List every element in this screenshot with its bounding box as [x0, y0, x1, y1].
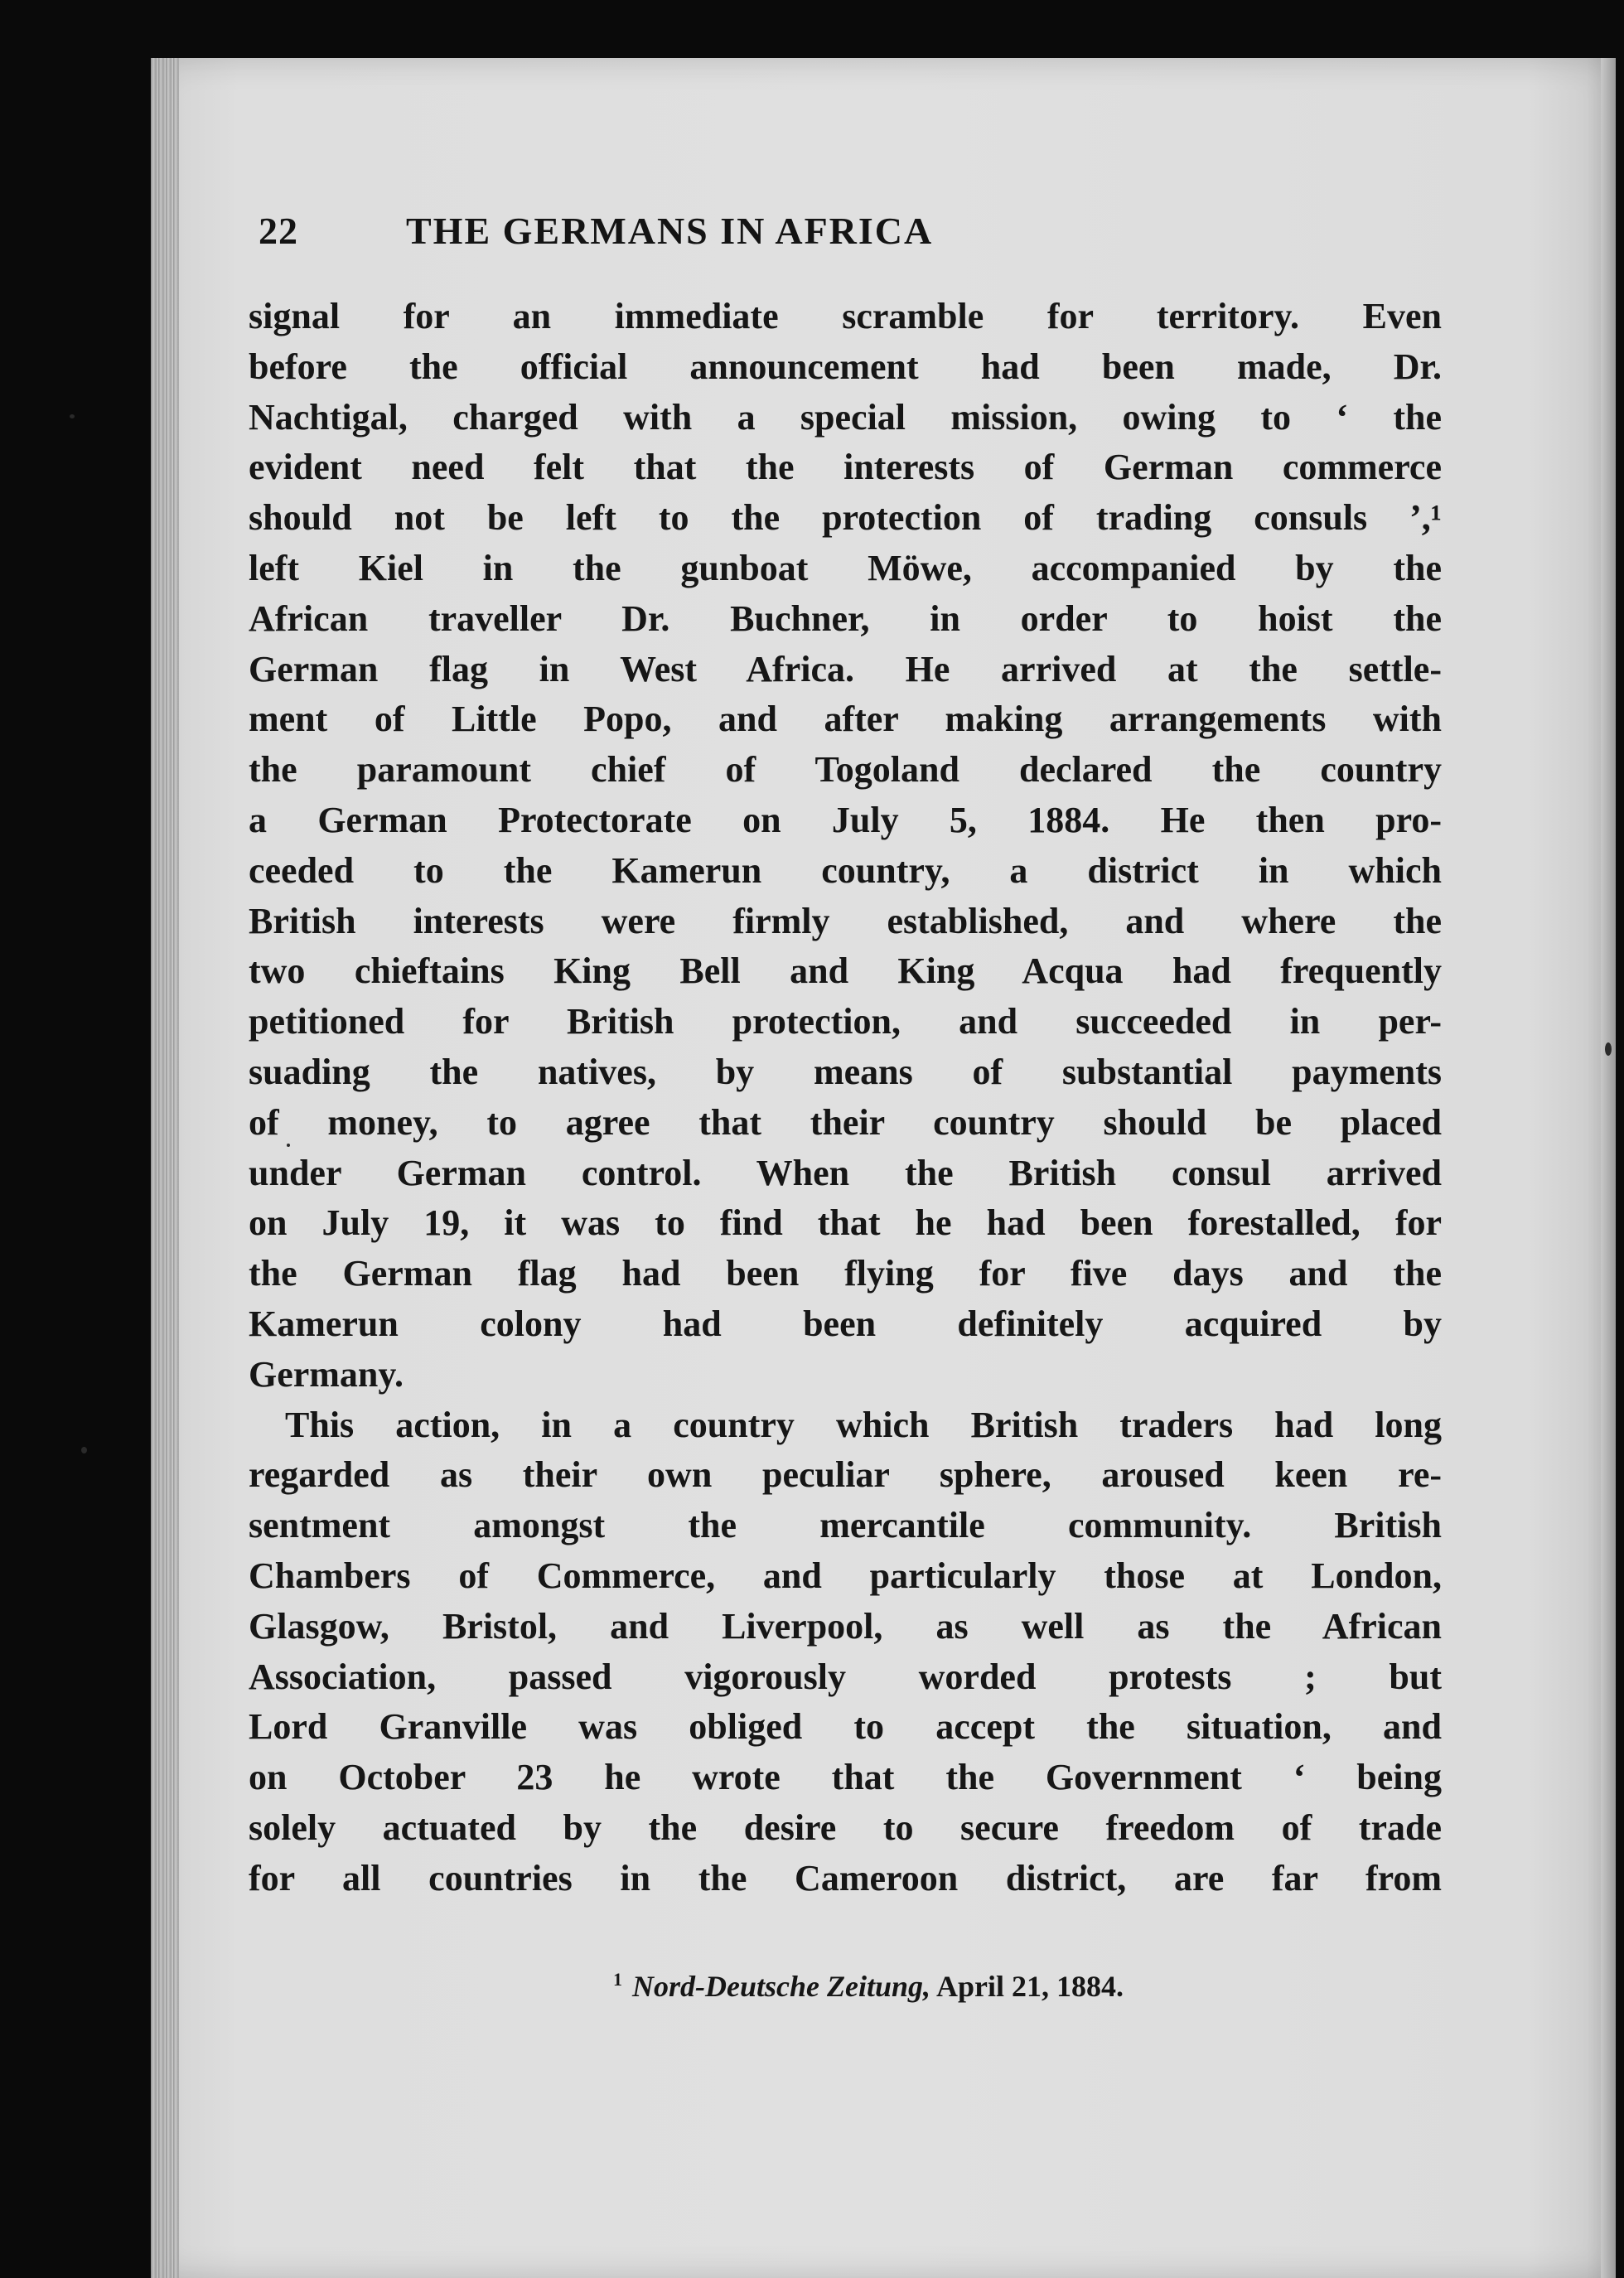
text-line: Association, passed vigorously worded protests ; but [249, 1656, 1442, 1697]
text-line: under German control. When the British consul arrived [249, 1152, 1442, 1193]
text-line: signal for an immediate scramble for territory. Even [249, 296, 1442, 336]
scan-speck [287, 1144, 290, 1147]
text-line: should not be left to the protection of trading consuls ’,¹ [249, 497, 1442, 539]
footnote-date: April 21, 1884. [936, 1970, 1124, 2003]
text-line: African traveller Dr. Buchner, in order to hoist the [249, 597, 1442, 639]
text-line: on October 23 he wrote that the Government ‘ being [249, 1757, 1442, 1798]
text-line: solely actuated by the desire to secure freedom of trade [249, 1806, 1442, 1848]
text-line: a German Protectorate on July 5, 1884. He then pro- [249, 799, 1442, 840]
text-line: ceeded to the Kamerun country, a district in which [249, 849, 1442, 891]
text-line: left Kiel in the gunboat Möwe, accompanied by the [249, 547, 1442, 588]
text-line: for all countries in the Cameroon district, are far from [249, 1857, 1442, 1898]
page-right-edge [1601, 58, 1616, 2278]
text-line: German flag in West Africa. He arrived at the settle- [249, 648, 1442, 689]
text-line: on July 19, it was to find that he had been forestalled, for [249, 1202, 1442, 1244]
scan-speck [81, 1447, 87, 1453]
text-line: Chambers of Commerce, and particularly those at London, [249, 1555, 1442, 1596]
text-line: the German flag had been flying for five days and the [249, 1253, 1442, 1294]
text-line: evident need felt that the interests of German commerce [249, 447, 1442, 488]
footnote-marker: 1 [613, 1969, 622, 1990]
page-binding-edge [151, 58, 179, 2278]
text-line: petitioned for British protection, and succeeded in per- [249, 1001, 1442, 1042]
scan-speck [70, 414, 75, 418]
text-line: regarded as their own peculiar sphere, aroused keen re- [249, 1454, 1442, 1496]
text-line: before the official announcement had been made, Dr. [249, 346, 1442, 387]
scan-speck [1605, 1042, 1612, 1056]
text-line: Kamerun colony had been definitely acquired by [249, 1303, 1442, 1344]
running-head [259, 209, 1220, 267]
page-number: 22 [259, 210, 298, 252]
footnote-source: Nord-Deutsche Zeitung, [632, 1970, 930, 2003]
text-line: two chieftains King Bell and King Acqua had frequently [249, 950, 1442, 992]
text-line: Glasgow, Bristol, and Liverpool, as well as the African [249, 1605, 1442, 1647]
text-line: ment of Little Popo, and after making arrangements with [249, 699, 1442, 740]
text-line: Germany. [249, 1353, 404, 1395]
text-line: of money, to agree that their country should be placed [249, 1101, 1442, 1143]
text-line: sentment amongst the mercantile community. British [249, 1505, 1442, 1546]
text-line: suading the natives, by means of substantial payments [249, 1051, 1442, 1092]
footnote [613, 1969, 1124, 2004]
page-title: THE GERMANS IN AFRICA [406, 210, 934, 252]
text-line: Lord Granville was obliged to accept the situation, and [249, 1706, 1442, 1748]
text-line: the paramount chief of Togoland declared the country [249, 749, 1442, 791]
text-line: Nachtigal, charged with a special mission, owing to ‘ the [249, 396, 1442, 438]
text-line: This action, in a country which British traders had long [285, 1404, 1442, 1445]
text-line: British interests were firmly established, and where the [249, 900, 1442, 941]
body-text [249, 292, 1442, 1904]
